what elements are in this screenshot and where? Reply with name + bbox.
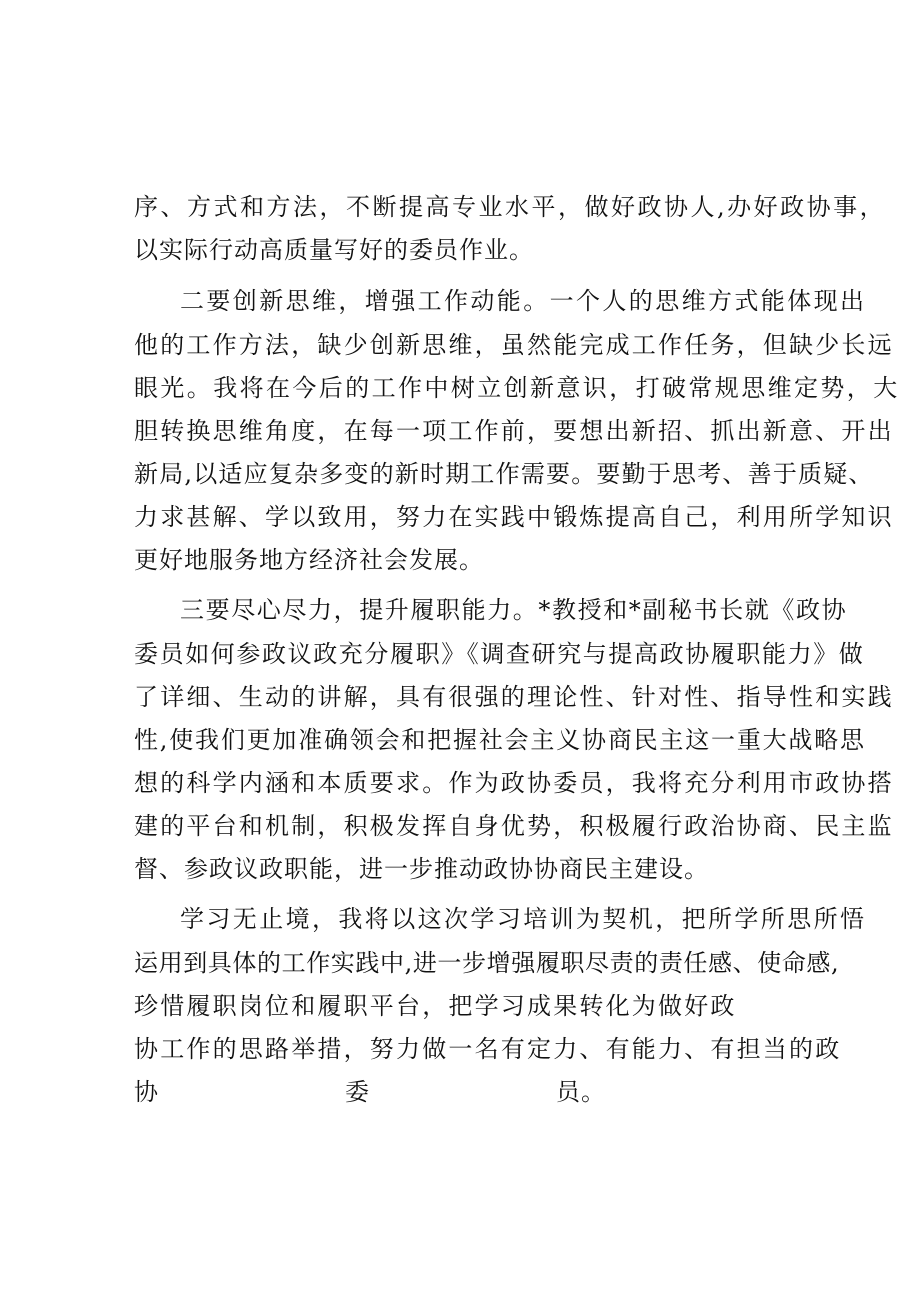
text-line: 了详细、生动的讲解，具有很强的理论性、针对性、指导性和实践 <box>134 683 894 711</box>
text-line: 珍惜履职岗位和履职平台，把学习成果转化为做好政 <box>134 992 737 1020</box>
text-line: 他的工作方法，缺少创新思维，虽然能完成工作任务，但缺少长远 <box>134 331 894 359</box>
text-line: 以实际行动高质量写好的委员作业。 <box>134 236 534 264</box>
text-line: 委员如何参政议政充分履职》《调查研究与提高政协履职能力》做 <box>134 640 865 668</box>
text-line: 更好地服务地方经济社会发展。 <box>134 546 484 574</box>
text-line: 眼光。我将在今后的工作中树立创新意识，打破常规思维定势，大 <box>134 374 900 402</box>
text-line: 想的科学内涵和本质要求。作为政协委员，我将充分利用市政协搭 <box>134 769 894 797</box>
final-line-part: 员。 <box>556 1078 606 1106</box>
text-line: 协工作的思路举措，努力做一名有定力、有能力、有担当的政 <box>134 1035 842 1063</box>
text-line: 督、参政议政职能，进一步推动政协协商民主建设。 <box>134 855 709 883</box>
final-line-part: 委 <box>345 1078 370 1106</box>
final-line <box>134 1077 606 1107</box>
text-line: 力求甚解、学以致用，努力在实践中锻炼提高自己，利用所学知识 <box>134 503 894 531</box>
text-line: 性,使我们更加准确领会和把握社会主义协商民主这一重大战略思 <box>134 726 866 754</box>
paragraph-start-line: 二要创新思维，增强工作动能。一个人的思维方式能体现出 <box>180 287 867 315</box>
final-line-part: 协 <box>134 1078 159 1106</box>
paragraph-start-line: 三要尽心尽力，提升履职能力。*教授和*副秘书长就《政协 <box>180 596 848 624</box>
paragraph-start-line: 学习无止境，我将以这次学习培训为契机，把所学所思所悟 <box>180 905 867 933</box>
text-line: 新局,以适应复杂多变的新时期工作需要。要勤于思考、善于质疑、 <box>134 460 874 488</box>
text-line: 序、方式和方法，不断提高专业水平，做好政协人,办好政协事， <box>134 193 887 221</box>
text-line: 建的平台和机制，积极发挥自身优势，积极履行政治协商、民主监 <box>134 812 894 840</box>
text-line: 胆转换思维角度，在每一项工作前，要想出新招、抓出新意、开出 <box>134 417 894 445</box>
text-line: 运用到具体的工作实践中,进一步增强履职尽责的责任感、使命感, <box>134 949 840 977</box>
